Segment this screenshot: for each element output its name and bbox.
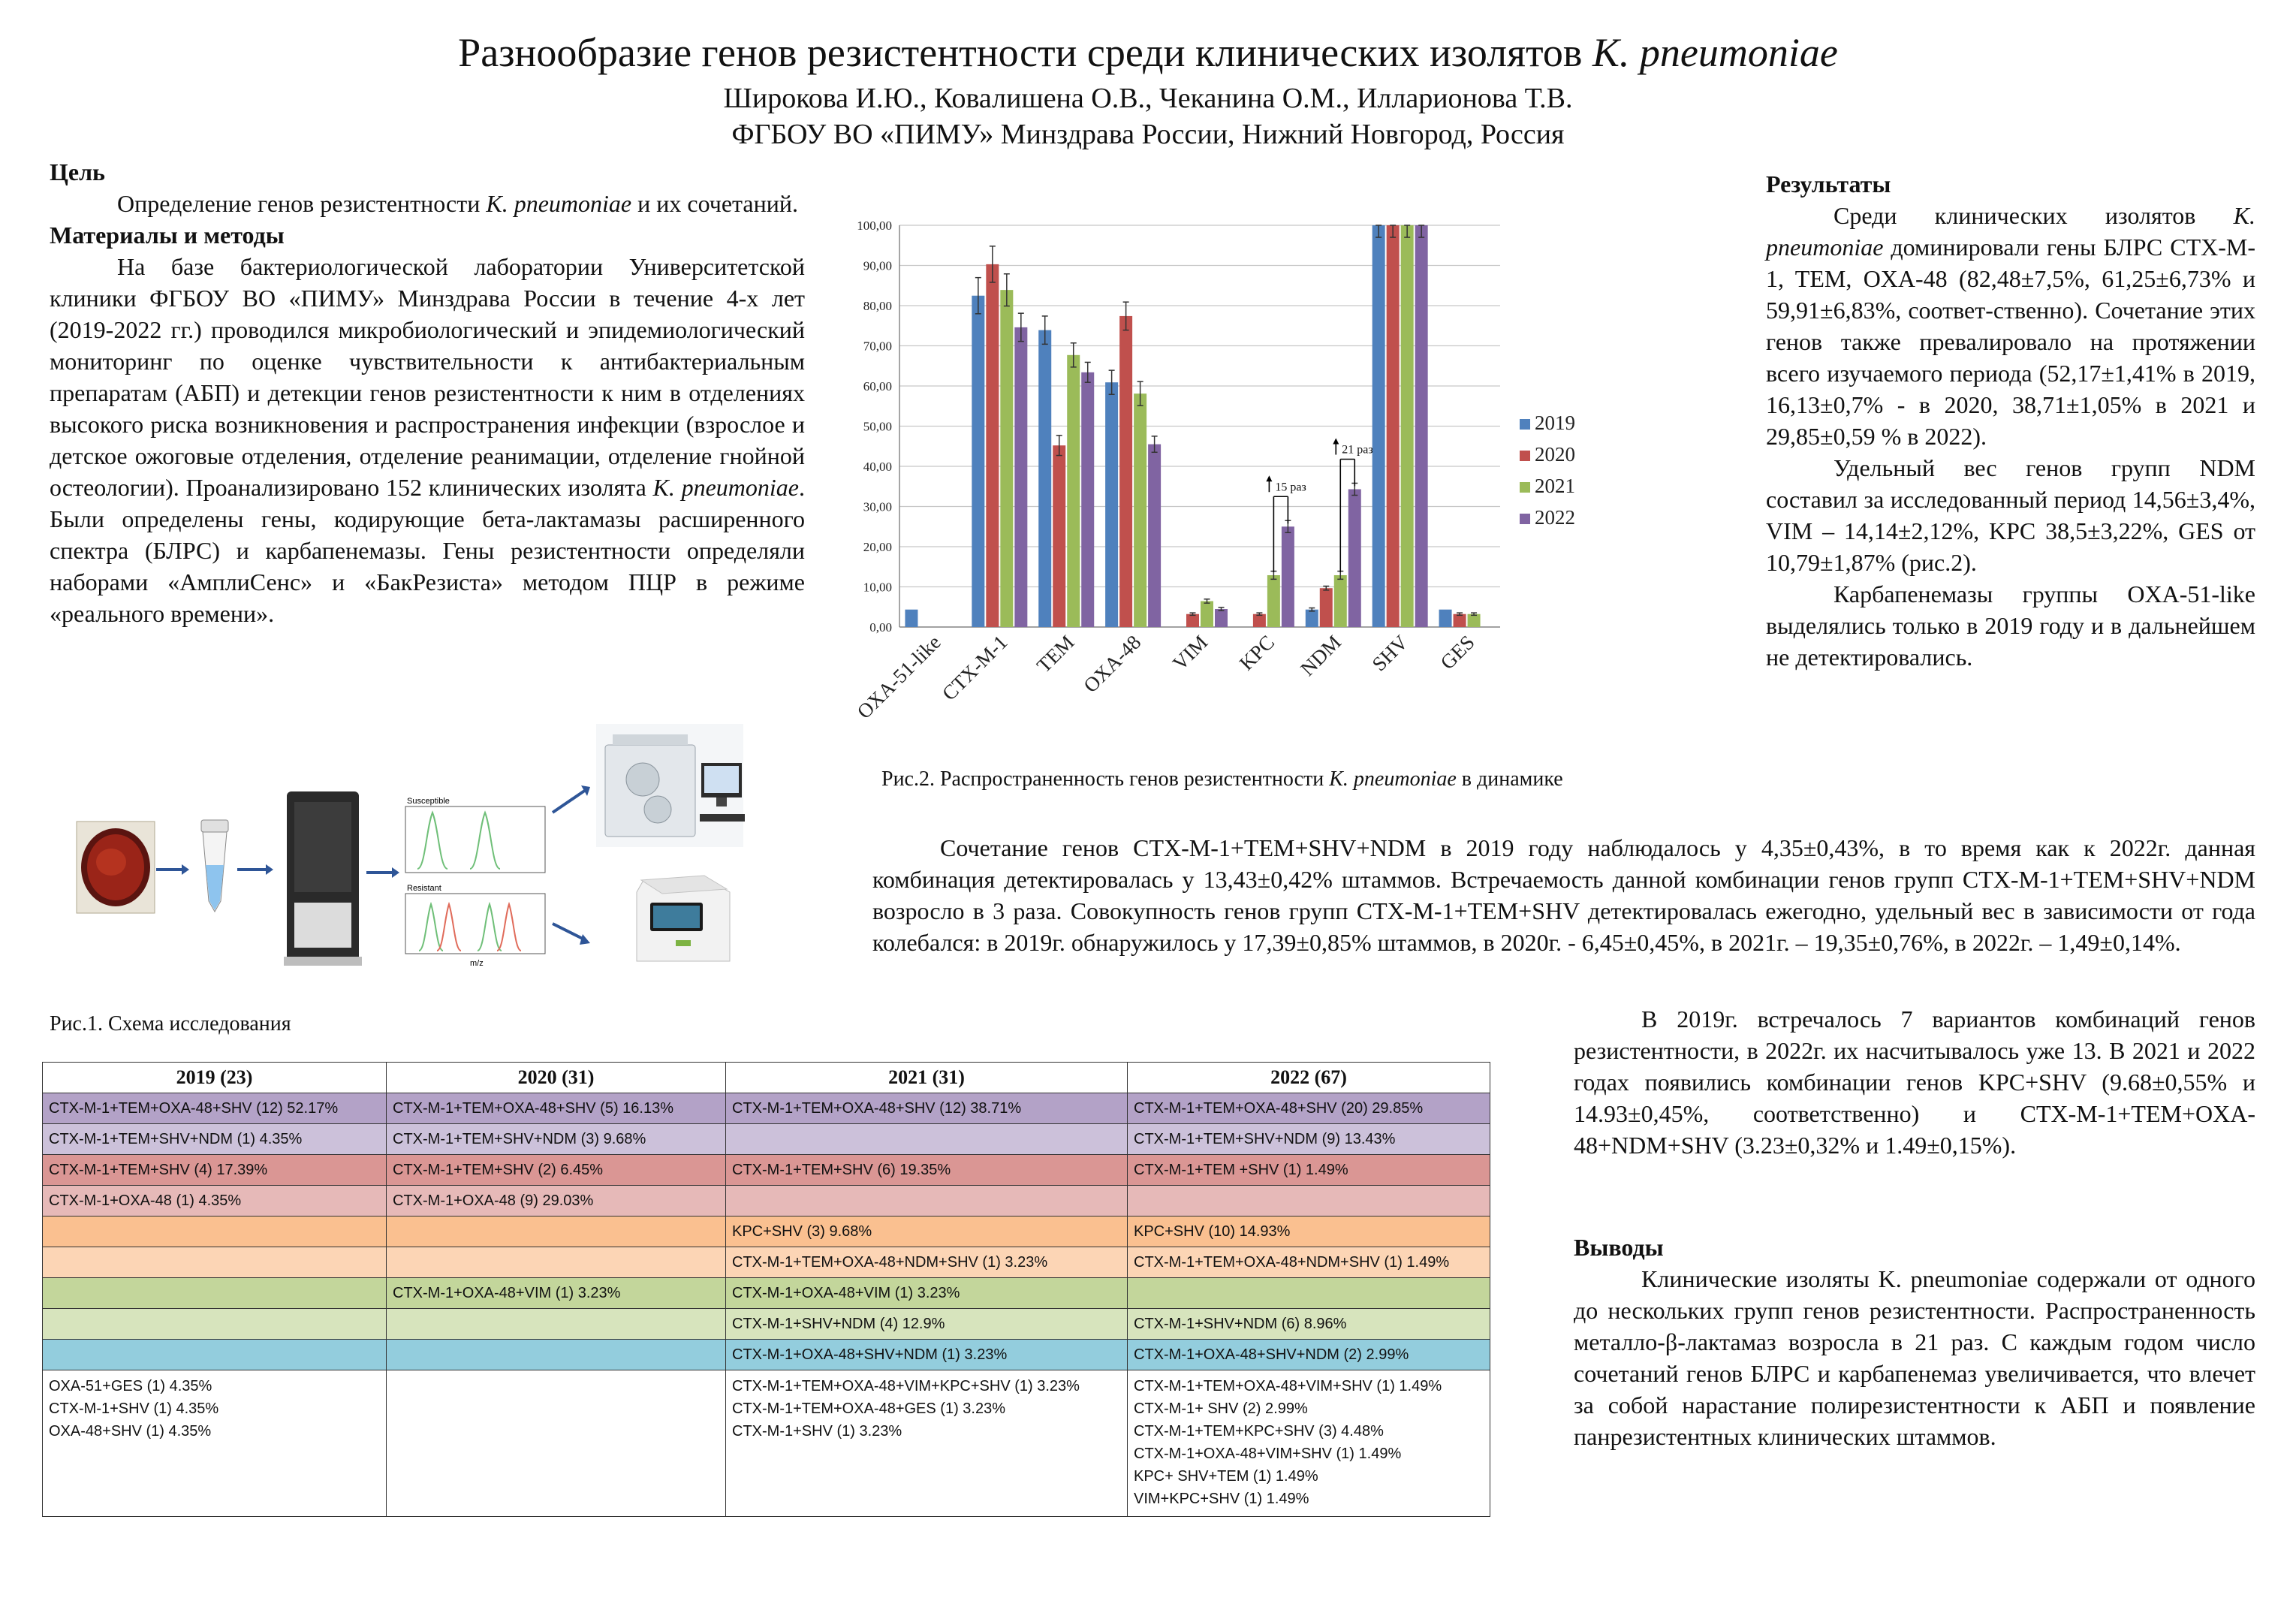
table-cell: CTX-M-1+SHV+NDM (6) 8.96% [1128,1309,1490,1340]
goal-text: Определение генов резистентности K. pneumoniae и их сочетаний. [117,190,798,217]
resistance-genes-chart [824,201,1710,772]
table-cell-line: CTX-M-1+ SHV (2) 2.99% [1134,1400,1308,1417]
table-cell [43,1216,387,1247]
x-tick-label: CTX-M-1 [937,631,1012,705]
results-heading: Результаты [1766,170,1891,197]
legend-swatch [1520,419,1530,430]
table-row [43,1278,1490,1309]
table-header: 2019 (23) [43,1063,387,1093]
table-cell [43,1340,387,1370]
table-cell: KPC+SHV (10) 14.93% [1128,1216,1490,1247]
table-cell: CTX-M-1+TEM+OXA-48+NDM+SHV (1) 1.49% [1128,1247,1490,1278]
table-row [43,1370,1490,1517]
bar-CTX-M-1-2022 [1014,327,1027,627]
arrow-icon [553,924,586,940]
bar-OXA-48-2022 [1148,445,1161,627]
study-scheme-figure [72,715,815,970]
methods-text: На базе бактериологической лаборатории Университетской клиники ФГБОУ ВО «ПИМУ» Минздрава России в течение 4-х лет (2019-2022 гг.) проводился микробиологический и эпидемиологический мониторинг по оценке чувствительности к антибактериальным препаратам (АБП) и детекции генов резистентности к ним в отделениях высокого риска возникновения и распространения инфекции (взрослое и детское ожоговые отделения, отделение реанимации, отделение гнойной остеологии). Проанализировано 152 клинических изолята K. pneumoniae. Были определены гены, кодирующие бета-лактамазы расширенного спектра (БЛРС) и карбапенемазы. Гены резистентности определяли наборами «АмплиСенс» и «БакРезиста» методом ПЦР в режиме «реального времени». [50,253,805,627]
figure1-caption: Рис.1. Схема исследования [50,1012,291,1036]
results-paragraph-1: Среди клинических изолятов K. pneumoniae доминировали гены БЛРС CTX-M-1, TEM, OXA-48 (82,48±7,5%, 61,25±6,73% и 59,91±6,83%, соответ-ственно). Сочетание этих генов также превалировало на протяжении всего изучаемого периода (52,17±1,41% в 2019, 16,13±0,7% - в 2020, 38,71±1,05% в 2021 и 29,85±0,59 % в 2022). [1766,202,2255,450]
y-tick-label: 30,00 [863,499,892,514]
legend-swatch [1520,451,1530,461]
x-tick-label: VIM [1168,631,1213,675]
legend-swatch [1520,482,1530,493]
mass-spectrometer-image [284,791,362,966]
table-cell: KPC+SHV (3) 9.68% [726,1216,1128,1247]
test-tube-image [201,820,228,912]
legend-label: 2022 [1535,506,1575,529]
table-cell: CTX-M-1+TEM +SHV (1) 1.49% [1128,1155,1490,1186]
bar-SHV-2021 [1401,225,1414,627]
combination-paragraph: Сочетание генов CTX-M-1+TEM+SHV+NDM в 2019 году наблюдалось у 4,35±0,43%, в то время как к 2022г. данная комбинация детектировалась у 13,43±0,42% штаммов. Встречаемость данной комбинации генов групп CTX-M-1+TEM+SHV+NDM возросло в 3 раза. Совокупность генов групп CTX-M-1+TEM+SHV детектировалась ежегодно, удельный вес в зависимости от года колебался: в 2019г. обнаружилось у 17,39±0,85% штаммов, в 2020г. - 6,45±0,45%, в 2021г. – 19,35±0,76%, в 2022г. – 1,49±0,14%. [872,834,2255,956]
table-cell [1128,1278,1490,1309]
bar-CTX-M-1-2021 [1000,290,1013,627]
table-cell: CTX-M-1+OXA-48 (1) 4.35% [43,1186,387,1216]
bar-CTX-M-1-2020 [986,264,999,627]
y-tick-label: 10,00 [863,580,892,595]
table-cell-line: OXA-51+GES (1) 4.35% [49,1378,212,1394]
bar-NDM-2019 [1306,610,1318,627]
legend-label: 2019 [1535,412,1575,434]
variants-paragraph: В 2019г. встречалось 7 вариантов комбинаций генов резистентности, в 2022г. их насчитывалось уже 13. В 2021 и 2022 годах появились комбинации генов KPC+SHV (9.68±0,55% и 14.93±0,45%, соответственно) и CTX-M-1+TEM+OXA-48+NDM+SHV (3.23±0,32% и 1.49±0,15%). [1574,1005,2255,1159]
table-cell: CTX-M-1+TEM+OXA-48+SHV (12) 38.71% [726,1093,1128,1124]
svg-text:Resistant: Resistant [407,884,441,893]
table-cell-line: OXA-48+SHV (1) 4.35% [49,1423,212,1440]
y-tick-label: 40,00 [863,460,892,474]
bar-VIM-2020 [1186,614,1199,627]
legend-label: 2020 [1535,443,1575,466]
table-cell: CTX-M-1+TEM+OXA-48+SHV (20) 29.85% [1128,1093,1490,1124]
conclusions [1574,1232,2255,1452]
bar-OXA-48-2019 [1105,382,1118,627]
table-cell-line: CTX-M-1+TEM+KPC+SHV (3) 4.48% [1134,1423,1384,1440]
x-tick-label: GES [1436,631,1479,674]
figure2-caption: Рис.2. Распространенность генов резистентности K. pneumoniae в динамике [881,767,1563,791]
conclusions-text: Клинические изоляты K. pneumoniae содержали от одного до нескольких групп генов резистентности. Распространенность металло-β-лактамаз возросла в 21 раз. С каждым годом число сочетаний генов БЛРС и карбапенемаз увеличивается, что влечет за собой нарастание полирезистентности к АБП и появление панрезистентных клинических штаммов. [1574,1265,2255,1450]
fold-change-label: 15 раз [1275,481,1306,494]
table-row [43,1247,1490,1278]
bar-chart-svg [824,201,1710,772]
bar-TEM-2022 [1081,372,1094,627]
bar-TEM-2019 [1038,330,1051,627]
table-row [43,1093,1490,1124]
bar-TEM-2021 [1067,355,1080,627]
table-cell: CTX-M-1+TEM+OXA-48+NDM+SHV (1) 3.23% [726,1247,1128,1278]
table-cell-line: CTX-M-1+SHV (1) 4.35% [49,1400,219,1417]
table-row [43,1309,1490,1340]
left-column [50,156,805,629]
table-cell [387,1309,726,1340]
x-tick-label: KPC [1234,631,1279,675]
x-tick-label: OXA-48 [1079,631,1146,698]
x-tick-label: OXA-51-like [852,631,945,724]
results-paragraph-3: Карбапенемазы группы OXA-51-like выделялись только в 2019 году и в дальнейшем не детектировались. [1766,580,2255,671]
table-cell: CTX-M-1+OXA-48+SHV+NDM (1) 3.23% [726,1340,1128,1370]
bar-OXA-48-2020 [1119,316,1132,627]
bar-GES-2020 [1454,614,1466,627]
bar-GES-2019 [1439,610,1452,627]
bar-VIM-2021 [1201,601,1213,627]
bar-GES-2021 [1468,614,1481,627]
arrow-up-icon [1333,438,1339,444]
table-cell [43,1309,387,1340]
table-cell-line: KPC+ SHV+TEM (1) 1.49% [1134,1468,1318,1485]
arrow-icon [553,790,586,813]
table-row [43,1340,1490,1370]
table-row [43,1155,1490,1186]
table-cell: CTX-M-1+TEM+SHV (6) 19.35% [726,1155,1128,1186]
y-tick-label: 20,00 [863,540,892,554]
table-cell [43,1247,387,1278]
legend-label: 2021 [1535,475,1575,497]
table-cell [387,1340,726,1370]
table-cell: CTX-M-1+SHV+NDM (4) 12.9% [726,1309,1128,1340]
table-cell-line: CTX-M-1+OXA-48+VIM+SHV (1) 1.49% [1134,1446,1402,1462]
bar-OXA-48-2021 [1134,393,1146,627]
bar-OXA-51-like-2019 [905,610,917,627]
y-tick-label: 60,00 [863,379,892,393]
x-tick-label: SHV [1367,631,1412,676]
y-tick-label: 80,00 [863,299,892,313]
bar-SHV-2022 [1415,225,1428,627]
arrow-up-icon [1266,475,1272,481]
conclusions-heading: Выводы [1574,1234,1664,1261]
affiliation: ФГБОУ ВО «ПИМУ» Минздрава России, Нижний Новгород, Россия [731,119,1565,150]
table-cell-line: VIM+KPC+SHV (1) 1.49% [1134,1491,1309,1507]
y-tick-label: 50,00 [863,419,892,434]
table-cell-line: CTX-M-1+TEM+OXA-48+VIM+SHV (1) 1.49% [1134,1378,1442,1394]
table-cell: CTX-M-1+OXA-48+SHV+NDM (2) 2.99% [1128,1340,1490,1370]
authors: Широкова И.Ю., Ковалишена О.В., Чеканина О.М., Илларионова Т.В. [723,83,1573,114]
table-cell: CTX-M-1+TEM+SHV (2) 6.45% [387,1155,726,1186]
table-cell [1128,1186,1490,1216]
svg-text:m/z: m/z [470,959,484,968]
table-cell: CTX-M-1+TEM+SHV+NDM (3) 9.68% [387,1124,726,1155]
table-cell [726,1186,1128,1216]
table-row [43,1216,1490,1247]
table-cell: CTX-M-1+TEM+SHV (4) 17.39% [43,1155,387,1186]
table-row [43,1186,1490,1216]
table-header: 2022 (67) [1128,1063,1490,1093]
table-cell [387,1247,726,1278]
bar-CTX-M-1-2019 [972,296,984,627]
results-paragraph-2: Удельный вес генов групп NDM составил за исследованный период 14,56±3,4%, VIM – 14,14±2,12%, KPC 38,5±3,22%, GES от 10,79±1,87% (рис.2). [1766,454,2255,576]
table-cell-line: CTX-M-1+TEM+OXA-48+GES (1) 3.23% [732,1400,1006,1417]
table-cell [1128,1370,1490,1517]
table-cell [726,1370,1128,1517]
gene-combinations-table [42,1062,1490,1517]
table-cell: CTX-M-1+OXA-48+VIM (1) 3.23% [726,1278,1128,1309]
poster-title: Разнообразие генов резистентности среди клинических изолятов K. pneumoniae [458,30,1838,75]
table-cell: CTX-M-1+TEM+SHV+NDM (9) 13.43% [1128,1124,1490,1155]
methods-heading: Материалы и методы [50,222,285,249]
bar-KPC-2021 [1267,575,1280,627]
bar-KPC-2020 [1253,614,1266,627]
bar-KPC-2022 [1282,526,1294,627]
table-header: 2020 (31) [387,1063,726,1093]
bar-TEM-2020 [1053,445,1065,627]
spectrum-susceptible [405,797,545,873]
fold-change-label: 21 раз [1342,443,1373,457]
results-column [1766,168,2255,673]
table-cell-line: CTX-M-1+TEM+OXA-48+VIM+KPC+SHV (1) 3.23% [732,1378,1080,1394]
pcr-cycler-image [637,876,730,961]
petri-dish-image [77,822,155,913]
y-tick-label: 0,00 [869,620,892,635]
bar-NDM-2022 [1348,489,1361,627]
table-cell: CTX-M-1+TEM+OXA-48+SHV (5) 16.13% [387,1093,726,1124]
table-cell: CTX-M-1+TEM+OXA-48+SHV (12) 52.17% [43,1093,387,1124]
table-header: 2021 (31) [726,1063,1128,1093]
table-cell [43,1370,387,1517]
table-cell [387,1370,726,1517]
bar-VIM-2022 [1215,609,1228,627]
goal-heading: Цель [50,158,105,185]
table-cell [387,1216,726,1247]
x-tick-label: TEM [1032,631,1079,677]
table-cell: CTX-M-1+TEM+SHV+NDM (1) 4.35% [43,1124,387,1155]
table-header-row [43,1063,1490,1093]
legend-swatch [1520,514,1530,524]
svg-text:Susceptible: Susceptible [407,797,450,806]
spectrum-resistant [405,884,545,968]
bar-SHV-2019 [1372,225,1385,627]
bar-NDM-2021 [1334,575,1347,627]
y-tick-label: 100,00 [857,219,892,233]
automated-analyzer-image [596,724,745,847]
bar-SHV-2020 [1387,225,1400,627]
y-tick-label: 70,00 [863,339,892,354]
bar-NDM-2020 [1320,588,1333,627]
y-tick-label: 90,00 [863,258,892,273]
table-row [43,1124,1490,1155]
table-cell: CTX-M-1+OXA-48+VIM (1) 3.23% [387,1278,726,1309]
table-cell [43,1278,387,1309]
table-cell [726,1124,1128,1155]
table-cell: CTX-M-1+OXA-48 (9) 29.03% [387,1186,726,1216]
table-cell-line: CTX-M-1+SHV (1) 3.23% [732,1423,902,1440]
x-tick-label: NDM [1296,631,1346,680]
